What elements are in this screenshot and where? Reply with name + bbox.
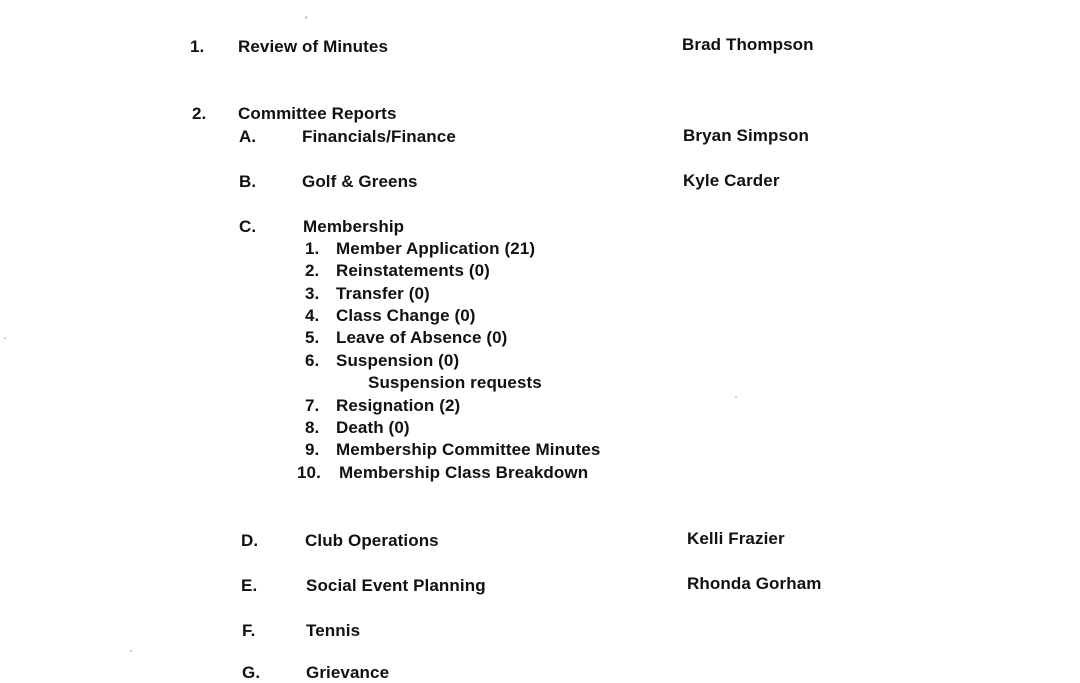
committee-letter: E. [241,576,258,595]
item-presenter: Brad Thompson [682,35,814,54]
membership-item: Death (0) [336,418,410,437]
committee-title: Social Event Planning [306,576,486,595]
membership-subitem: Suspension requests [368,373,542,392]
membership-item: Membership Committee Minutes [336,440,601,459]
committee-title: Membership [303,217,405,236]
committee-title: Tennis [306,621,361,640]
item-number: 1. [190,37,205,56]
item-title: Committee Reports [238,104,397,123]
committee-letter: A. [239,127,257,146]
membership-item: Transfer (0) [336,284,430,303]
committee-letter: F. [242,621,256,640]
committee-letter: G. [242,663,261,682]
membership-number: 3. [305,284,320,303]
committee-title: Financials/Finance [302,127,456,146]
committee-presenter: Kyle Carder [683,171,780,190]
membership-item: Membership Class Breakdown [339,463,589,482]
membership-number: 8. [305,418,320,437]
item-title: Review of Minutes [238,37,389,56]
membership-number: 9. [305,440,320,459]
committee-presenter: Kelli Frazier [687,529,785,548]
item-number: 2. [192,104,207,123]
committee-title: Grievance [306,663,390,682]
membership-item: Member Application (21) [336,239,536,258]
membership-number: 10. [297,463,321,482]
membership-number: 4. [305,306,320,325]
committee-title: Golf & Greens [302,172,418,191]
scan-speck [130,650,132,652]
membership-number: 2. [305,261,320,280]
membership-item: Reinstatements (0) [336,261,490,280]
scan-speck [305,16,307,19]
membership-number: 6. [305,351,320,370]
membership-number: 1. [305,239,320,258]
committee-letter: D. [241,531,259,550]
membership-number: 7. [305,396,320,415]
membership-item: Resignation (2) [336,396,461,415]
membership-item: Suspension (0) [336,351,460,370]
committee-presenter: Rhonda Gorham [687,574,822,593]
membership-item: Class Change (0) [336,306,476,325]
membership-number: 5. [305,328,320,347]
committee-letter: B. [239,172,257,191]
committee-presenter: Bryan Simpson [683,126,809,145]
scan-speck [735,396,737,398]
membership-item: Leave of Absence (0) [336,328,508,347]
committee-letter: C. [239,217,257,236]
committee-title: Club Operations [305,531,439,550]
scan-speck [4,337,6,339]
